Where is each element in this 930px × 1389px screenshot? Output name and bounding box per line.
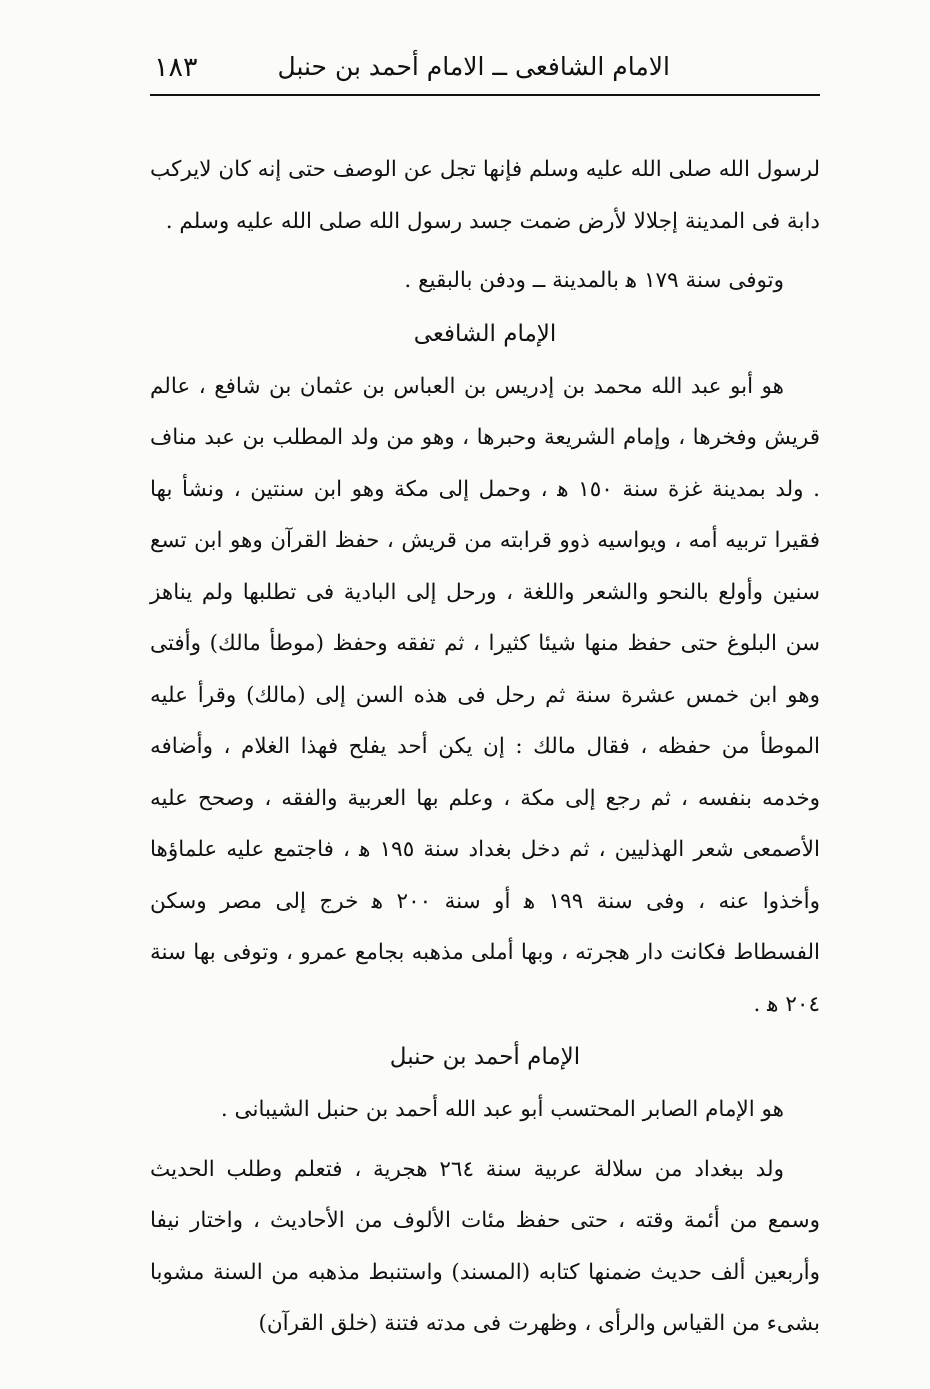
paragraph-malik-death: وتوفى سنة ١٧٩ ﻫ بالمدينة ــ ودفن بالبقيع .	[404, 268, 784, 293]
paragraph-malik-ending: لرسول الله صلى الله عليه وسلم فإنها تجل عن الوصف حتى إنه كان لايركب دابة فى المدينة إجلالا لأرض ضمت جسد رسول الله صلى الله عليه وسلم .	[150, 157, 820, 234]
paragraph-ahmad-intro: هو الإمام الصابر المحتسب أبو عبد الله أحمد بن حنبل الشيبانى .	[220, 1097, 784, 1122]
section-heading-shafii: الإمام الشافعى	[413, 320, 557, 347]
running-title: الامام الشافعى ــ الامام أحمد بن حنبل	[277, 52, 670, 81]
section-heading-ahmad: الإمام أحمد بن حنبل	[389, 1044, 581, 1070]
paragraph-shafii-bio: هو أبو عبد الله محمد بن إدريس بن العباس بن عثمان بن شافع ، عالم قريش وفخرها ، وإمام الشريعة وحبرها ، وهو من ولد المطلب بن عبد مناف . ولد بمدينة غزة سنة ١٥٠ ﻫ ، وحمل إلى مكة وهو ابن سنتين ، ونشأ بها فقيرا تربيه أمه ، ويواسيه ذوو قرابته من قريش ، حفظ القرآن وهو ابن تسع سنين وأولع بالنحو والشعر واللغة ، ورحل إلى البادية فى تطلبها ولم يناهز سن البلوغ حتى حفظ منها شيئا كثيرا ، ثم تفقه وحفظ (موطأ مالك) وأفتى وهو ابن خمس عشرة سنة ثم رحل فى هذه السن إلى (مالك) وقرأ عليه الموطأ من حفظه ، فقال مالك : إن يكن أحد يفلح فهذا الغلام ، وأضافه وخدمه بنفسه ، ثم رجع إلى مكة ، وعلم بها العربية والفقه ، وصحح عليه الأصمعى شعر الهذليين ، ثم دخل بغداد سنة ١٩٥ ﻫ ، فاجتمع عليه علماؤها وأخذوا عنه ، وفى سنة ١٩٩ ﻫ أو سنة ٢٠٠ ﻫ خرج إلى مصر وسكن الفسطاط فكانت دار هجرته ، وبها أملى مذهبه بجامع عمرو ، وتوفى بها سنة ٢٠٤ ﻫ .	[150, 373, 820, 1017]
page-number: ١٨٣	[154, 52, 198, 83]
running-header	[150, 50, 820, 96]
page-body	[150, 144, 820, 1350]
paragraph-ahmad-bio: ولد ببغداد من سلالة عربية سنة ٢٦٤ هجرية ، فتعلم وطلب الحديث وسمع من أئمة وقته ، حتى حفظ مئات الألوف من الأحاديث ، واختار نيفا وأربعين ألف حديث ضمنها كتابه (المسند) واستنبط مذهبه من السنة مشوبا بشىء من القياس والرأى ، وظهرت فى مدته فتنة (خلق القرآن)	[150, 1156, 820, 1336]
book-page	[150, 50, 820, 1370]
